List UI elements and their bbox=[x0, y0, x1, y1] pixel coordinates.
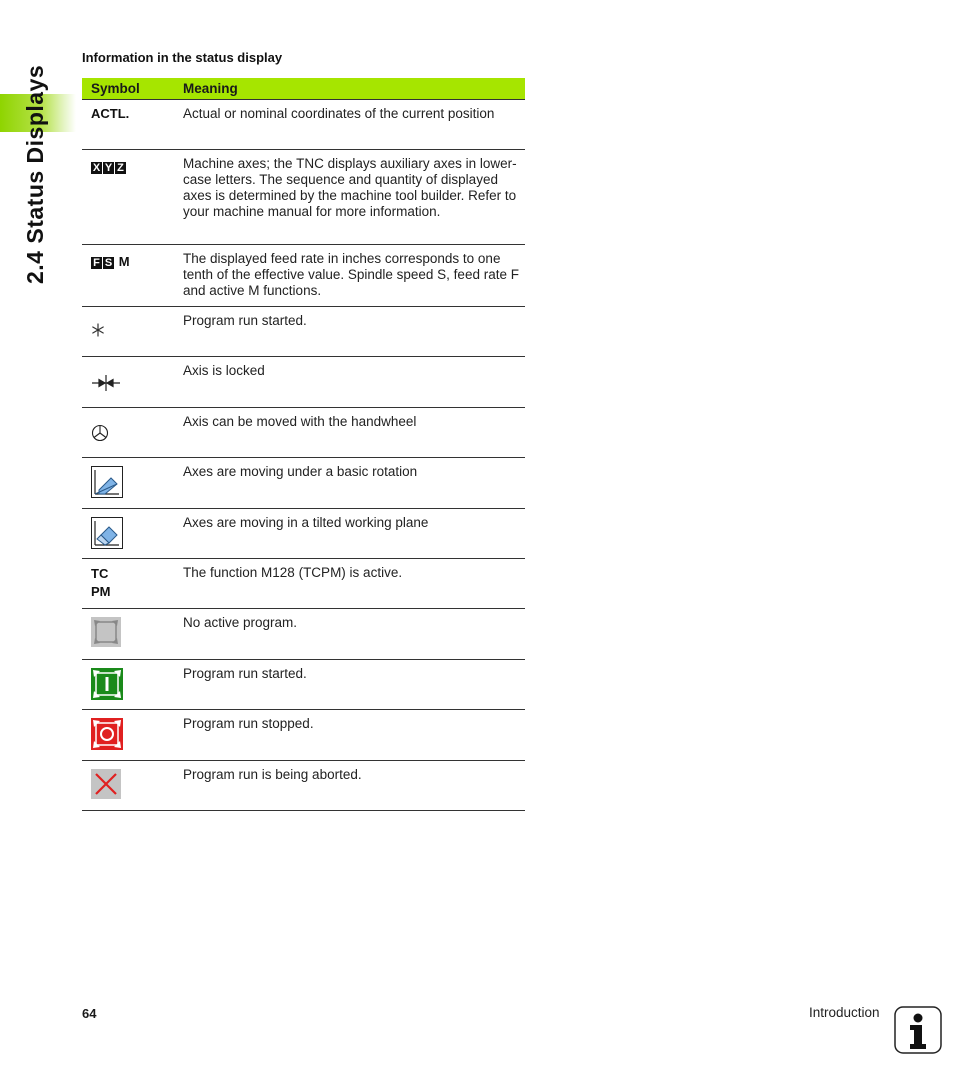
symbol-m: M bbox=[118, 254, 130, 269]
handwheel-icon bbox=[91, 424, 109, 446]
table-header-row bbox=[82, 78, 525, 100]
meaning-text: Axis can be moved with the handwheel bbox=[183, 408, 525, 458]
table-row bbox=[82, 710, 525, 761]
table-row bbox=[82, 609, 525, 660]
section-heading: Information in the status display bbox=[82, 50, 283, 65]
meaning-text: No active program. bbox=[183, 609, 525, 660]
feed-spindle-icon bbox=[91, 254, 130, 270]
basic-rotation-icon bbox=[91, 466, 123, 502]
meaning-text: Axis is locked bbox=[183, 357, 525, 408]
key-s: S bbox=[104, 257, 113, 269]
meaning-text: Program run started. bbox=[183, 307, 525, 357]
header-meaning: Meaning bbox=[183, 78, 525, 100]
side-title-container bbox=[22, 40, 62, 290]
axis-locked-icon bbox=[91, 373, 121, 397]
header-symbol: Symbol bbox=[82, 78, 183, 100]
table-row bbox=[82, 559, 525, 609]
chapter-label: Introduction bbox=[809, 1005, 880, 1020]
meaning-text: Program run started. bbox=[183, 660, 525, 710]
meaning-text: The displayed feed rate in inches corresponds to one tenth of the effective value. Spindle speed S, feed rate F and active M functions. bbox=[183, 245, 525, 307]
program-aborted-icon bbox=[91, 769, 121, 803]
table-row bbox=[82, 100, 525, 150]
key-f: F bbox=[91, 257, 102, 269]
meaning-text: The function M128 (TCPM) is active. bbox=[183, 559, 525, 609]
program-stopped-icon bbox=[91, 718, 123, 754]
program-started-icon bbox=[91, 668, 123, 704]
meaning-text: Machine axes; the TNC displays auxiliary axes in lower-case letters. The sequence and quantity of displayed axes is determined by the machine tool builder. Refer to your machine manual for more information. bbox=[183, 150, 525, 245]
table-row bbox=[82, 458, 525, 509]
table-row bbox=[82, 357, 525, 408]
side-title: 2.4 Status Displays bbox=[22, 64, 48, 284]
asterisk-icon bbox=[91, 323, 105, 341]
symbol-tc: TC bbox=[91, 566, 109, 581]
status-symbol-table bbox=[82, 78, 525, 811]
axis-keys-icon bbox=[91, 159, 127, 175]
info-icon bbox=[894, 1006, 942, 1054]
table-row bbox=[82, 150, 525, 245]
key-y: Y bbox=[104, 162, 113, 174]
no-program-icon bbox=[91, 617, 121, 651]
meaning-text: Program run is being aborted. bbox=[183, 761, 525, 811]
meaning-text: Axes are moving under a basic rotation bbox=[183, 458, 525, 509]
table-row bbox=[82, 408, 525, 458]
table-row bbox=[82, 509, 525, 559]
table-row bbox=[82, 660, 525, 710]
table-row bbox=[82, 245, 525, 307]
symbol-pm: PM bbox=[91, 584, 111, 599]
key-x: X bbox=[92, 162, 101, 174]
page-number: 64 bbox=[82, 1006, 97, 1021]
tilted-plane-icon bbox=[91, 517, 123, 553]
table-row bbox=[82, 761, 525, 811]
table-row bbox=[82, 307, 525, 357]
symbol-actl: ACTL. bbox=[91, 106, 130, 121]
key-z: Z bbox=[115, 162, 126, 174]
meaning-text: Actual or nominal coordinates of the current position bbox=[183, 100, 525, 150]
meaning-text: Axes are moving in a tilted working plane bbox=[183, 509, 525, 559]
meaning-text: Program run stopped. bbox=[183, 710, 525, 761]
